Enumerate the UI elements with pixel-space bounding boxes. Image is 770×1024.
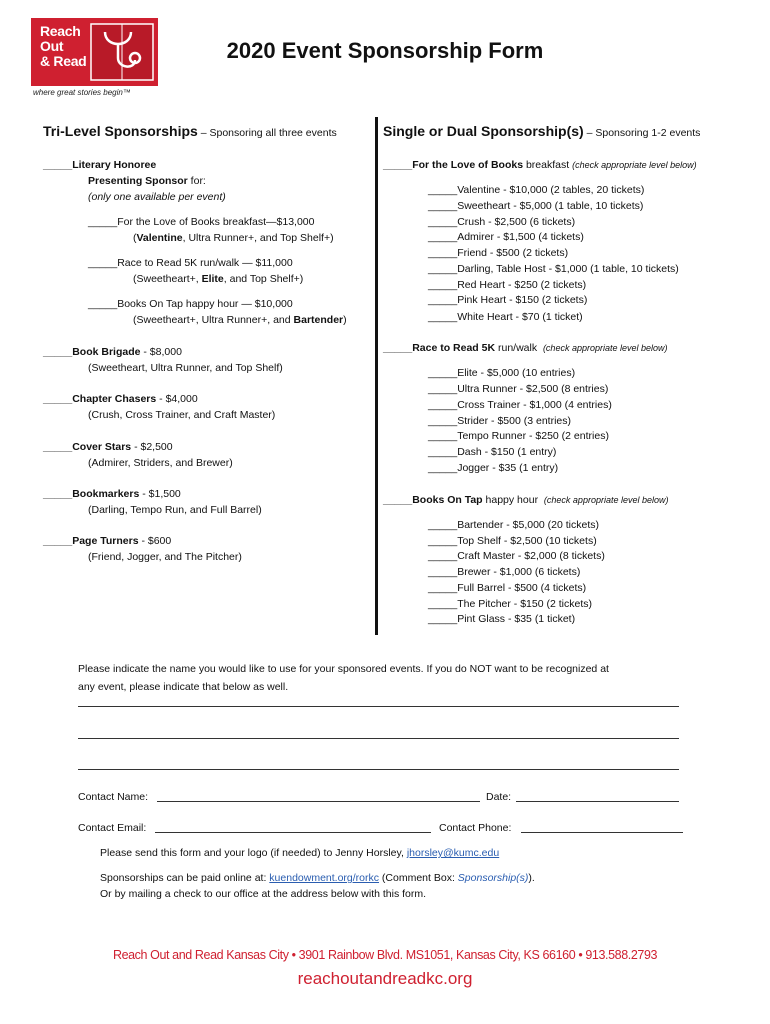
- page-title: 2020 Event Sponsorship Form: [226, 38, 544, 63]
- left-heading-sub: – Sponsoring all three events: [197, 127, 337, 139]
- logo-tagline: where great stories begin™: [33, 88, 131, 97]
- level-detail: (Friend, Jogger, and The Pitcher): [88, 551, 242, 563]
- instruction-line-2: any event, please indicate that below as well.: [78, 681, 289, 693]
- level-detail: (Darling, Tempo Run, and Full Barrel): [88, 504, 262, 516]
- logo-line-2: Out: [40, 38, 64, 54]
- contact-name-label: Contact Name:: [78, 791, 149, 803]
- level-page-turners[interactable]: _____Page Turners - $600: [43, 535, 172, 547]
- name-entry-line-1[interactable]: [78, 706, 679, 707]
- event-level[interactable]: _____Top Shelf - $2,500 (10 tickets): [428, 535, 597, 547]
- footer-address: Reach Out and Read Kansas City • 3901 Rainbow Blvd. MS1051, Kansas City, KS 66160 • 913.588.2793: [112, 948, 658, 962]
- literary-item-detail: (Sweetheart+, Ultra Runner+, and Bartender): [133, 314, 347, 326]
- event-level[interactable]: _____Cross Trainer - $1,000 (4 entries): [428, 399, 612, 411]
- presenting-sponsor: Presenting Sponsor: [88, 175, 188, 187]
- event-level[interactable]: _____Full Barrel - $500 (4 tickets): [428, 582, 587, 594]
- event-books-on-tap[interactable]: _____Books On Tap happy hour (check appropriate level below): [383, 494, 669, 506]
- literary-item-detail: (Sweetheart+, Elite, and Top Shelf+): [133, 273, 304, 285]
- name-entry-line-3[interactable]: [78, 769, 679, 770]
- event-level[interactable]: _____Crush - $2,500 (6 tickets): [428, 216, 576, 228]
- event-level[interactable]: _____Red Heart - $250 (2 tickets): [428, 279, 587, 291]
- contact-email-field[interactable]: [155, 832, 431, 833]
- event-level[interactable]: _____Brewer - $1,000 (6 tickets): [428, 566, 581, 578]
- event-level[interactable]: _____Strider - $500 (3 entries): [428, 415, 571, 427]
- presenting-sponsor-line: [88, 175, 206, 187]
- literary-item[interactable]: _____Books On Tap happy hour — $10,000: [88, 298, 293, 310]
- instruction-line-1: Please indicate the name you would like to use for your sponsored events. If you do NOT want to be recognized at: [78, 663, 609, 675]
- event-level[interactable]: _____Craft Master - $2,000 (8 tickets): [428, 550, 605, 562]
- right-heading-sub: – Sponsoring 1-2 events: [583, 127, 701, 139]
- date-label: Date:: [486, 791, 512, 803]
- level-bookmarkers[interactable]: _____Bookmarkers - $1,500: [43, 488, 181, 500]
- literary-item-detail: (Valentine, Ultra Runner+, and Top Shelf+): [133, 232, 334, 244]
- level-detail: (Admirer, Striders, and Brewer): [88, 457, 233, 469]
- event-level[interactable]: _____Pink Heart - $150 (2 tickets): [428, 294, 588, 306]
- email-link[interactable]: jhorsley@kumc.edu: [406, 847, 500, 859]
- literary-item[interactable]: _____Race to Read 5K run/walk — $11,000: [88, 257, 293, 269]
- payment-instruction: Sponsorships can be paid online at: kuendowment.org/rorkc (Comment Box: Sponsorship(s)).: [100, 872, 535, 884]
- event-level[interactable]: _____White Heart - $70 (1 ticket): [428, 311, 583, 323]
- right-heading: [383, 123, 700, 139]
- level-detail: (Sweetheart, Ultra Runner, and Top Shelf): [88, 362, 283, 374]
- footer-website[interactable]: reachoutandreadkc.org: [297, 969, 473, 988]
- name-entry-line-2[interactable]: [78, 738, 679, 739]
- column-divider: [375, 117, 378, 635]
- left-heading: [43, 123, 337, 139]
- literary-item[interactable]: _____For the Love of Books breakfast—$13,000: [88, 216, 315, 228]
- presenting-suffix: for:: [187, 175, 206, 187]
- logo-line-1: Reach: [40, 23, 81, 39]
- date-field[interactable]: [516, 801, 679, 802]
- event-level[interactable]: _____Darling, Table Host - $1,000 (1 table, 10 tickets): [428, 263, 679, 275]
- level-detail: (Crush, Cross Trainer, and Craft Master): [88, 409, 276, 421]
- logo-line-3: & Read: [40, 53, 87, 69]
- event-level[interactable]: _____Friend - $500 (2 tickets): [428, 247, 569, 259]
- contact-name-field[interactable]: [157, 801, 480, 802]
- event-level[interactable]: _____Elite - $5,000 (10 entries): [428, 367, 576, 379]
- presenting-note: (only one available per event): [88, 191, 226, 203]
- event-race-to-read[interactable]: _____Race to Read 5K run/walk (check appropriate level below): [383, 342, 668, 354]
- event-level[interactable]: _____Sweetheart - $5,000 (1 table, 10 tickets): [428, 200, 644, 212]
- left-heading-text: Tri-Level Sponsorships: [43, 123, 198, 139]
- level-cover-stars[interactable]: _____Cover Stars - $2,500: [43, 441, 173, 453]
- right-heading-text: Single or Dual Sponsorship(s): [383, 123, 584, 139]
- event-level[interactable]: _____Pint Glass - $35 (1 ticket): [428, 613, 576, 625]
- event-love-of-books[interactable]: _____For the Love of Books breakfast (check appropriate level below): [383, 159, 697, 171]
- literary-honoree[interactable]: _____Literary Honoree: [43, 159, 157, 171]
- event-level[interactable]: _____The Pitcher - $150 (2 tickets): [428, 598, 593, 610]
- event-level[interactable]: _____Jogger - $35 (1 entry): [428, 462, 559, 474]
- event-level[interactable]: _____Bartender - $5,000 (20 tickets): [428, 519, 600, 531]
- event-level[interactable]: _____Tempo Runner - $250 (2 entries): [428, 430, 609, 442]
- mail-instruction: Or by mailing a check to our office at the address below with this form.: [100, 888, 427, 900]
- contact-email-label: Contact Email:: [78, 822, 147, 834]
- level-book-brigade[interactable]: _____Book Brigade - $8,000: [43, 346, 182, 358]
- contact-phone-field[interactable]: [521, 832, 683, 833]
- event-level[interactable]: _____Valentine - $10,000 (2 tables, 20 tickets): [428, 184, 645, 196]
- event-level[interactable]: _____Ultra Runner - $2,500 (8 entries): [428, 383, 609, 395]
- event-level[interactable]: _____Admirer - $1,500 (4 tickets): [428, 231, 584, 243]
- contact-phone-label: Contact Phone:: [439, 822, 512, 834]
- send-instruction: Please send this form and your logo (if needed) to Jenny Horsley, jhorsley@kumc.edu: [100, 847, 500, 859]
- level-chapter-chasers[interactable]: _____Chapter Chasers - $4,000: [43, 393, 198, 405]
- payment-link[interactable]: kuendowment.org/rorkc: [269, 872, 380, 884]
- event-level[interactable]: _____Dash - $150 (1 entry): [428, 446, 557, 458]
